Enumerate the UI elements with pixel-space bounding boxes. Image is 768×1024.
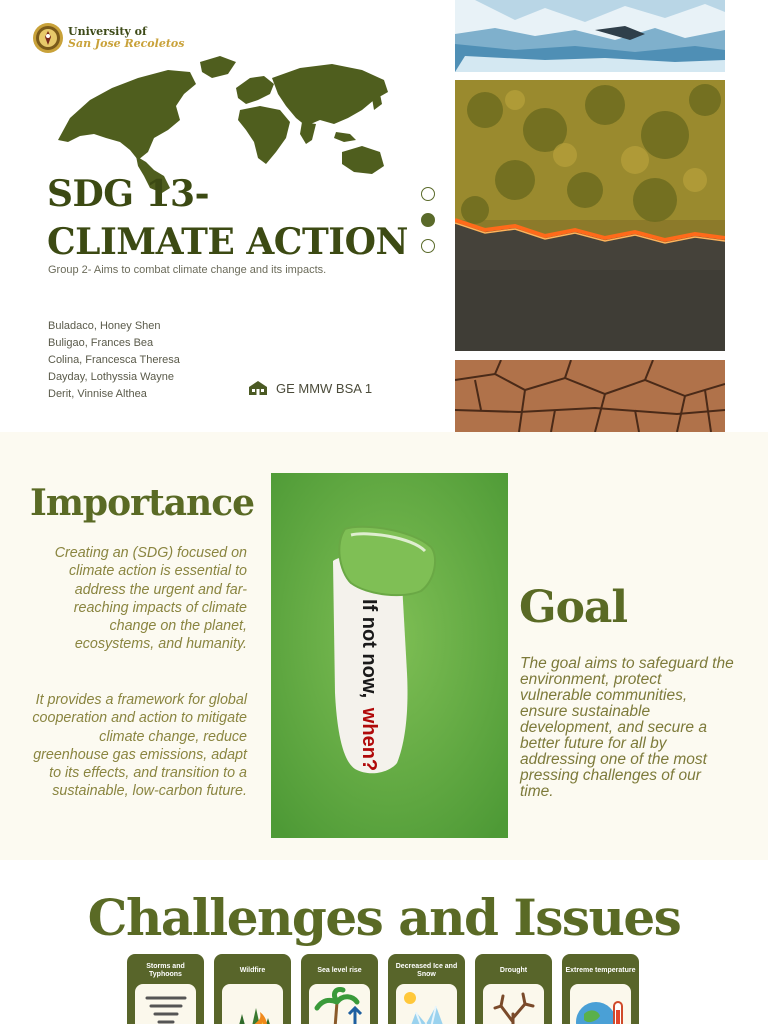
challenges-section (0, 860, 768, 1024)
importance-paragraph-1: Creating an (SDG) focused on climate action is essential to address the urgent and far-reaching impacts of climate change on the planet, ecosystems, and humanity. (54, 545, 247, 653)
member-name: Colina, Francesca Theresa (48, 354, 180, 366)
university-name-line2: San Jose Recoletos (68, 37, 185, 50)
challenge-label: Wildfire (239, 966, 266, 974)
challenge-label: Drought (499, 966, 528, 974)
challenge-card-wildfire[interactable] (214, 954, 291, 1024)
title-line2: CLIMATE ACTION (47, 221, 408, 263)
school-building-icon (248, 380, 268, 396)
cracked-soil-photo (455, 360, 725, 432)
course-text: GE MMW BSA 1 (276, 380, 373, 396)
hot-earth-icon (570, 984, 631, 1024)
glacier-photo (455, 0, 725, 72)
drought-tree-icon (483, 984, 544, 1024)
slide-dot-1[interactable] (421, 187, 435, 201)
goal-heading: Goal (519, 582, 628, 633)
slogan-line1: If not now, (358, 599, 380, 699)
challenges-heading: Challenges and Issues (87, 888, 681, 947)
title-section (0, 0, 768, 432)
slide-dot-3[interactable] (421, 239, 435, 253)
member-name: Dayday, Lothyssia Wayne (48, 371, 174, 383)
member-name: Buladaco, Honey Shen (48, 320, 161, 332)
challenge-card-sea-level[interactable] (301, 954, 378, 1024)
challenge-label: Extreme temperature (565, 966, 636, 974)
slide-indicator (421, 187, 435, 253)
challenge-label: Decreased Ice and Snow (395, 962, 458, 978)
sea-level-rise-icon (309, 984, 370, 1024)
challenge-card-drought[interactable] (475, 954, 552, 1024)
slide-dot-2-active[interactable] (421, 213, 435, 227)
melting-ice-icon (396, 984, 457, 1024)
challenge-label: Storms and Typhoons (146, 962, 185, 978)
tornado-icon (135, 984, 196, 1024)
goal-paragraph: The goal aims to safeguard the environment, protect vulnerable communities, ensure sustainable development, and secure a better future for all by addressing one of the most pressing challenges of our time. (520, 655, 734, 800)
importance-paragraph-2: It provides a framework for global cooperation and action to mitigate climate change, reduce greenhouse gas emissions, adapt to its effects, and transition to a sustainable, low-carbon future. (32, 692, 247, 800)
challenge-card-storms[interactable] (127, 954, 204, 1024)
subtitle: Group 2- Aims to combat climate change and its impacts. (48, 264, 327, 276)
challenge-card-temperature[interactable] (562, 954, 639, 1024)
challenge-card-ice[interactable] (388, 954, 465, 1024)
challenge-label: Sea level rise (317, 966, 362, 974)
svg-text:If not now, when? (358, 599, 380, 771)
importance-heading: Importance (30, 482, 255, 524)
page-title (47, 170, 408, 266)
challenge-cards (127, 954, 639, 1024)
university-name-line1: University of (68, 25, 147, 38)
wildfire-icon (222, 984, 283, 1024)
title-line1: SDG 13- (47, 173, 210, 215)
slogan-line2: when? (358, 707, 380, 772)
torn-paper-slogan-image (271, 473, 508, 838)
member-name: Buligao, Frances Bea (48, 337, 154, 349)
member-name: Derit, Vinnise Althea (48, 388, 147, 400)
wildfire-aerial-photo (455, 80, 725, 351)
importance-goal-section (0, 432, 768, 860)
member-list (48, 318, 180, 403)
course-label (248, 380, 372, 396)
